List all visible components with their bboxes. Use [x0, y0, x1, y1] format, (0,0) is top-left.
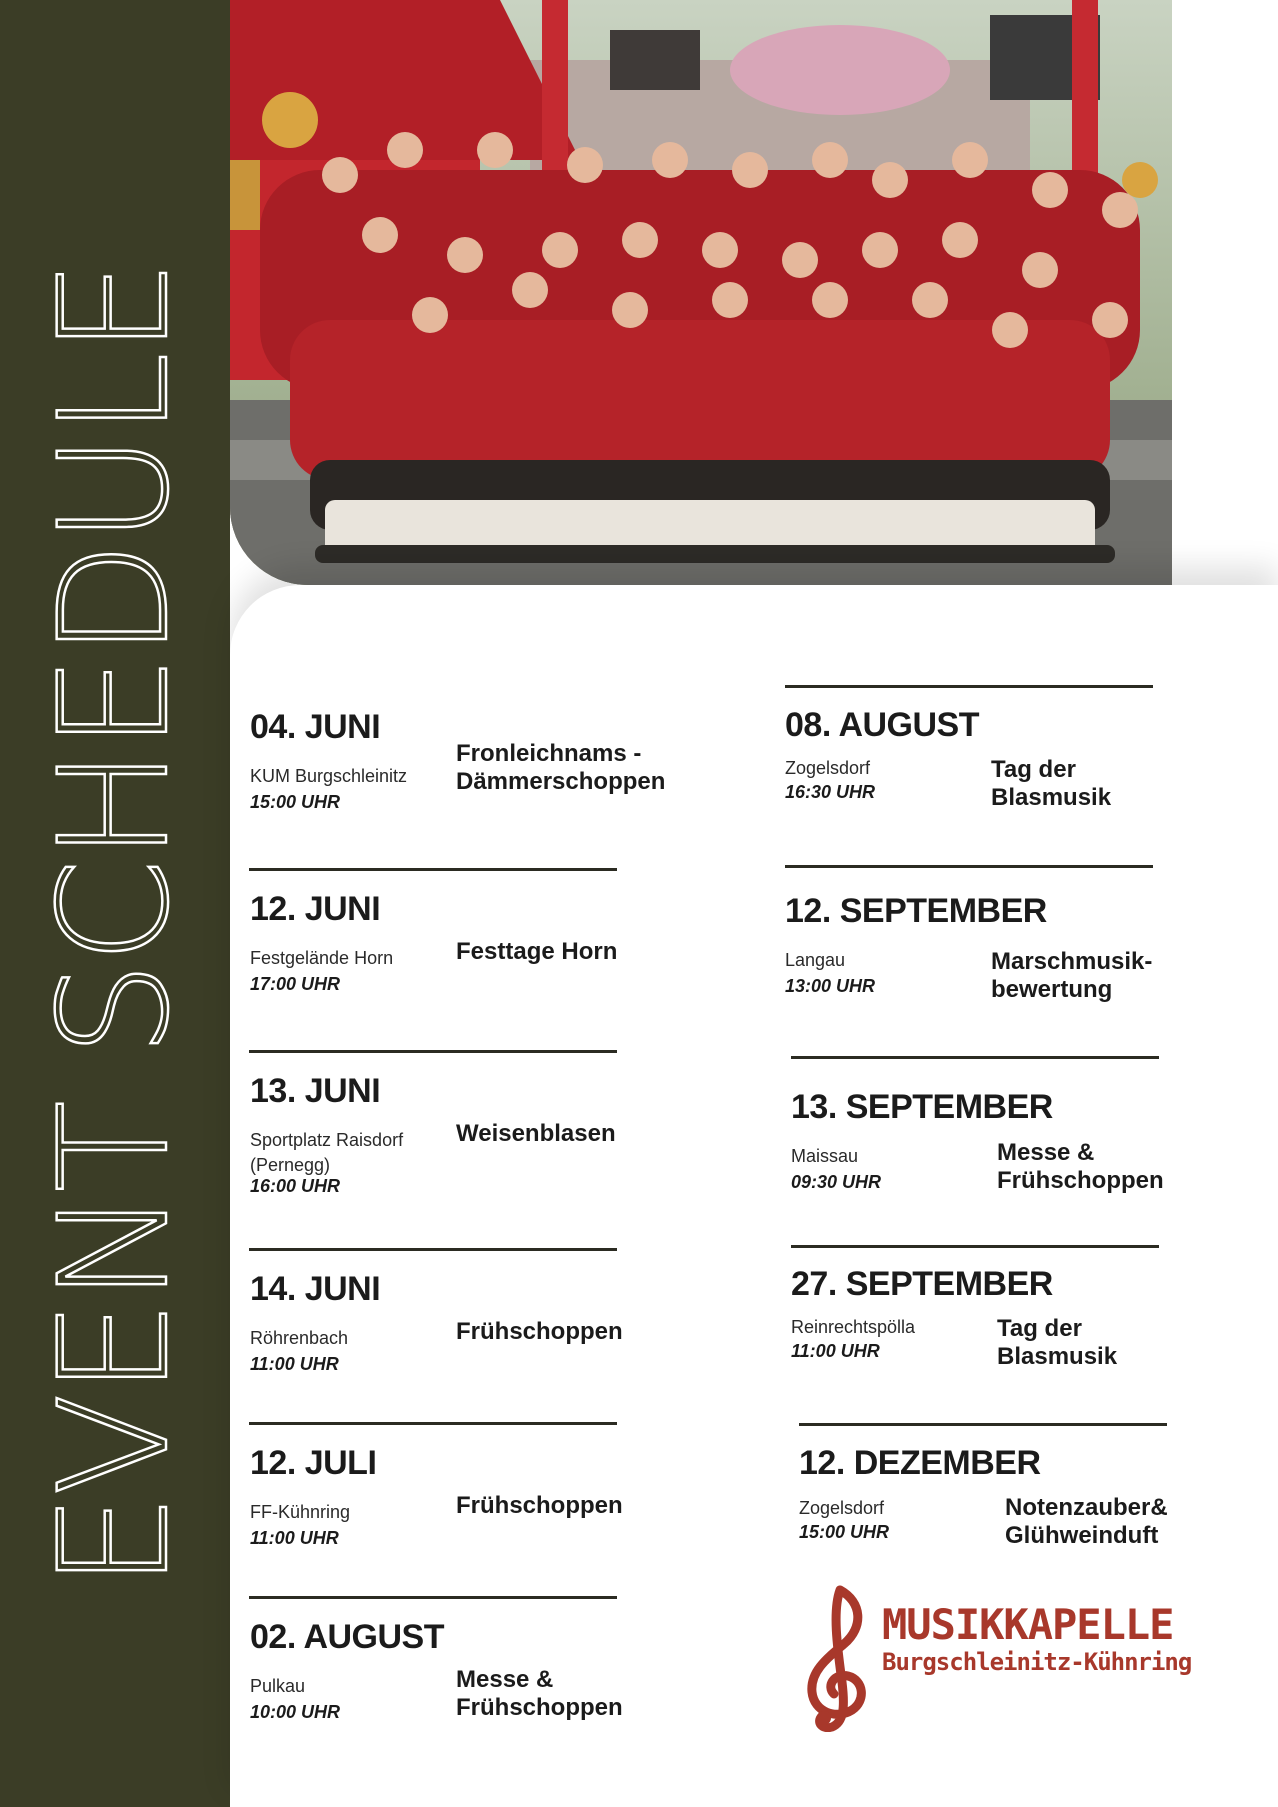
event-date: 14. JUNI: [250, 1270, 381, 1308]
event-date: 13. JUNI: [250, 1072, 381, 1110]
event-time: 17:00 UHR: [250, 974, 341, 994]
event-date: 12. SEPTEMBER: [785, 892, 1047, 930]
event-date: 12. JULI: [250, 1444, 377, 1482]
divider: [249, 868, 617, 871]
event-date: 12. JUNI: [250, 890, 381, 928]
divider: [791, 1245, 1159, 1248]
event-name-line2: Blasmusik: [991, 784, 1112, 811]
event-name-line1: Fronleichnams -: [456, 740, 642, 767]
event-name-line1: Frühschoppen: [456, 1492, 623, 1519]
vertical-title-container: [0, 0, 230, 1807]
event-location: Zogelsdorf: [785, 758, 871, 778]
divider: [249, 1050, 617, 1053]
event-name-line1: Messe &: [997, 1139, 1095, 1166]
event-date: 27. SEPTEMBER: [791, 1265, 1053, 1303]
event-time: 09:30 UHR: [791, 1172, 882, 1192]
event-time: 15:00 UHR: [250, 792, 341, 812]
event-item: [250, 708, 720, 818]
event-location: Pulkau: [250, 1676, 306, 1696]
event-name-line1: Frühschoppen: [456, 1318, 623, 1345]
event-name-line1: Messe &: [456, 1666, 554, 1693]
event-name-line2: Frühschoppen: [997, 1167, 1164, 1194]
event-date: 04. JUNI: [250, 708, 381, 746]
event-name-line1: Marschmusik-: [991, 948, 1153, 975]
event-name-line1: Weisenblasen: [456, 1120, 616, 1147]
divider: [799, 1423, 1167, 1426]
event-item: [250, 890, 720, 1000]
event-item: [785, 892, 1245, 1002]
event-time: 16:30 UHR: [785, 782, 876, 802]
event-item: [250, 1270, 720, 1380]
event-item: [250, 1444, 720, 1554]
musikkapelle-logo: [792, 1582, 1192, 1732]
divider: [785, 865, 1153, 868]
event-location: Sportplatz Raisdorf: [250, 1130, 404, 1150]
event-time: 11:00 UHR: [791, 1341, 880, 1361]
event-date: 13. SEPTEMBER: [791, 1088, 1053, 1126]
event-location: Zogelsdorf: [799, 1498, 885, 1518]
event-location: KUM Burgschleinitz: [250, 766, 408, 786]
logo-subtitle: Burgschleinitz-Kühnring: [882, 1648, 1192, 1676]
event-date: 12. DEZEMBER: [799, 1444, 1041, 1482]
event-name-line1: Festtage Horn: [456, 938, 618, 965]
event-location: FF-Kühnring: [250, 1502, 351, 1522]
event-name-line2: Dämmerschoppen: [456, 768, 666, 795]
logo-title: MUSIKKAPELLE: [882, 1600, 1174, 1649]
event-date: 08. AUGUST: [785, 706, 980, 744]
event-time: 11:00 UHR: [250, 1354, 339, 1374]
treble-clef-icon: [792, 1582, 882, 1732]
event-time: 10:00 UHR: [250, 1702, 341, 1722]
event-time: 16:00 UHR: [250, 1176, 341, 1196]
event-item: [799, 1444, 1259, 1554]
event-item: [250, 1072, 720, 1202]
event-time: 15:00 UHR: [799, 1522, 890, 1542]
divider: [791, 1056, 1159, 1059]
event-location-line2: (Pernegg): [250, 1155, 331, 1175]
event-time: 11:00 UHR: [250, 1528, 339, 1548]
event-item: [250, 1618, 720, 1728]
event-location: Röhrenbach: [250, 1328, 349, 1348]
event-name-line1: Tag der: [991, 756, 1076, 783]
event-location: Langau: [785, 950, 846, 970]
event-location: Festgelände Horn: [250, 948, 394, 968]
event-location: Maissau: [791, 1146, 859, 1166]
event-name-line2: bewertung: [991, 976, 1113, 1003]
divider: [249, 1422, 617, 1425]
event-item: [785, 706, 1245, 816]
band-group-photo: [230, 0, 1172, 585]
divider: [249, 1248, 617, 1251]
event-name-line1: Tag der: [997, 1315, 1082, 1342]
event-item: [791, 1265, 1251, 1375]
divider: [785, 685, 1153, 688]
event-name-line2: Glühweinduft: [1005, 1522, 1159, 1549]
event-item: [791, 1088, 1251, 1198]
divider: [249, 1596, 617, 1599]
event-time: 13:00 UHR: [785, 976, 876, 996]
event-name-line1: Notenzauber&: [1005, 1494, 1168, 1521]
event-date: 02. AUGUST: [250, 1618, 445, 1656]
event-location: Reinrechtspölla: [791, 1317, 916, 1337]
event-name-line2: Frühschoppen: [456, 1694, 623, 1721]
event-name-line2: Blasmusik: [997, 1343, 1118, 1370]
event-schedule-title: EVENT SCHEDULE: [28, 261, 202, 1589]
